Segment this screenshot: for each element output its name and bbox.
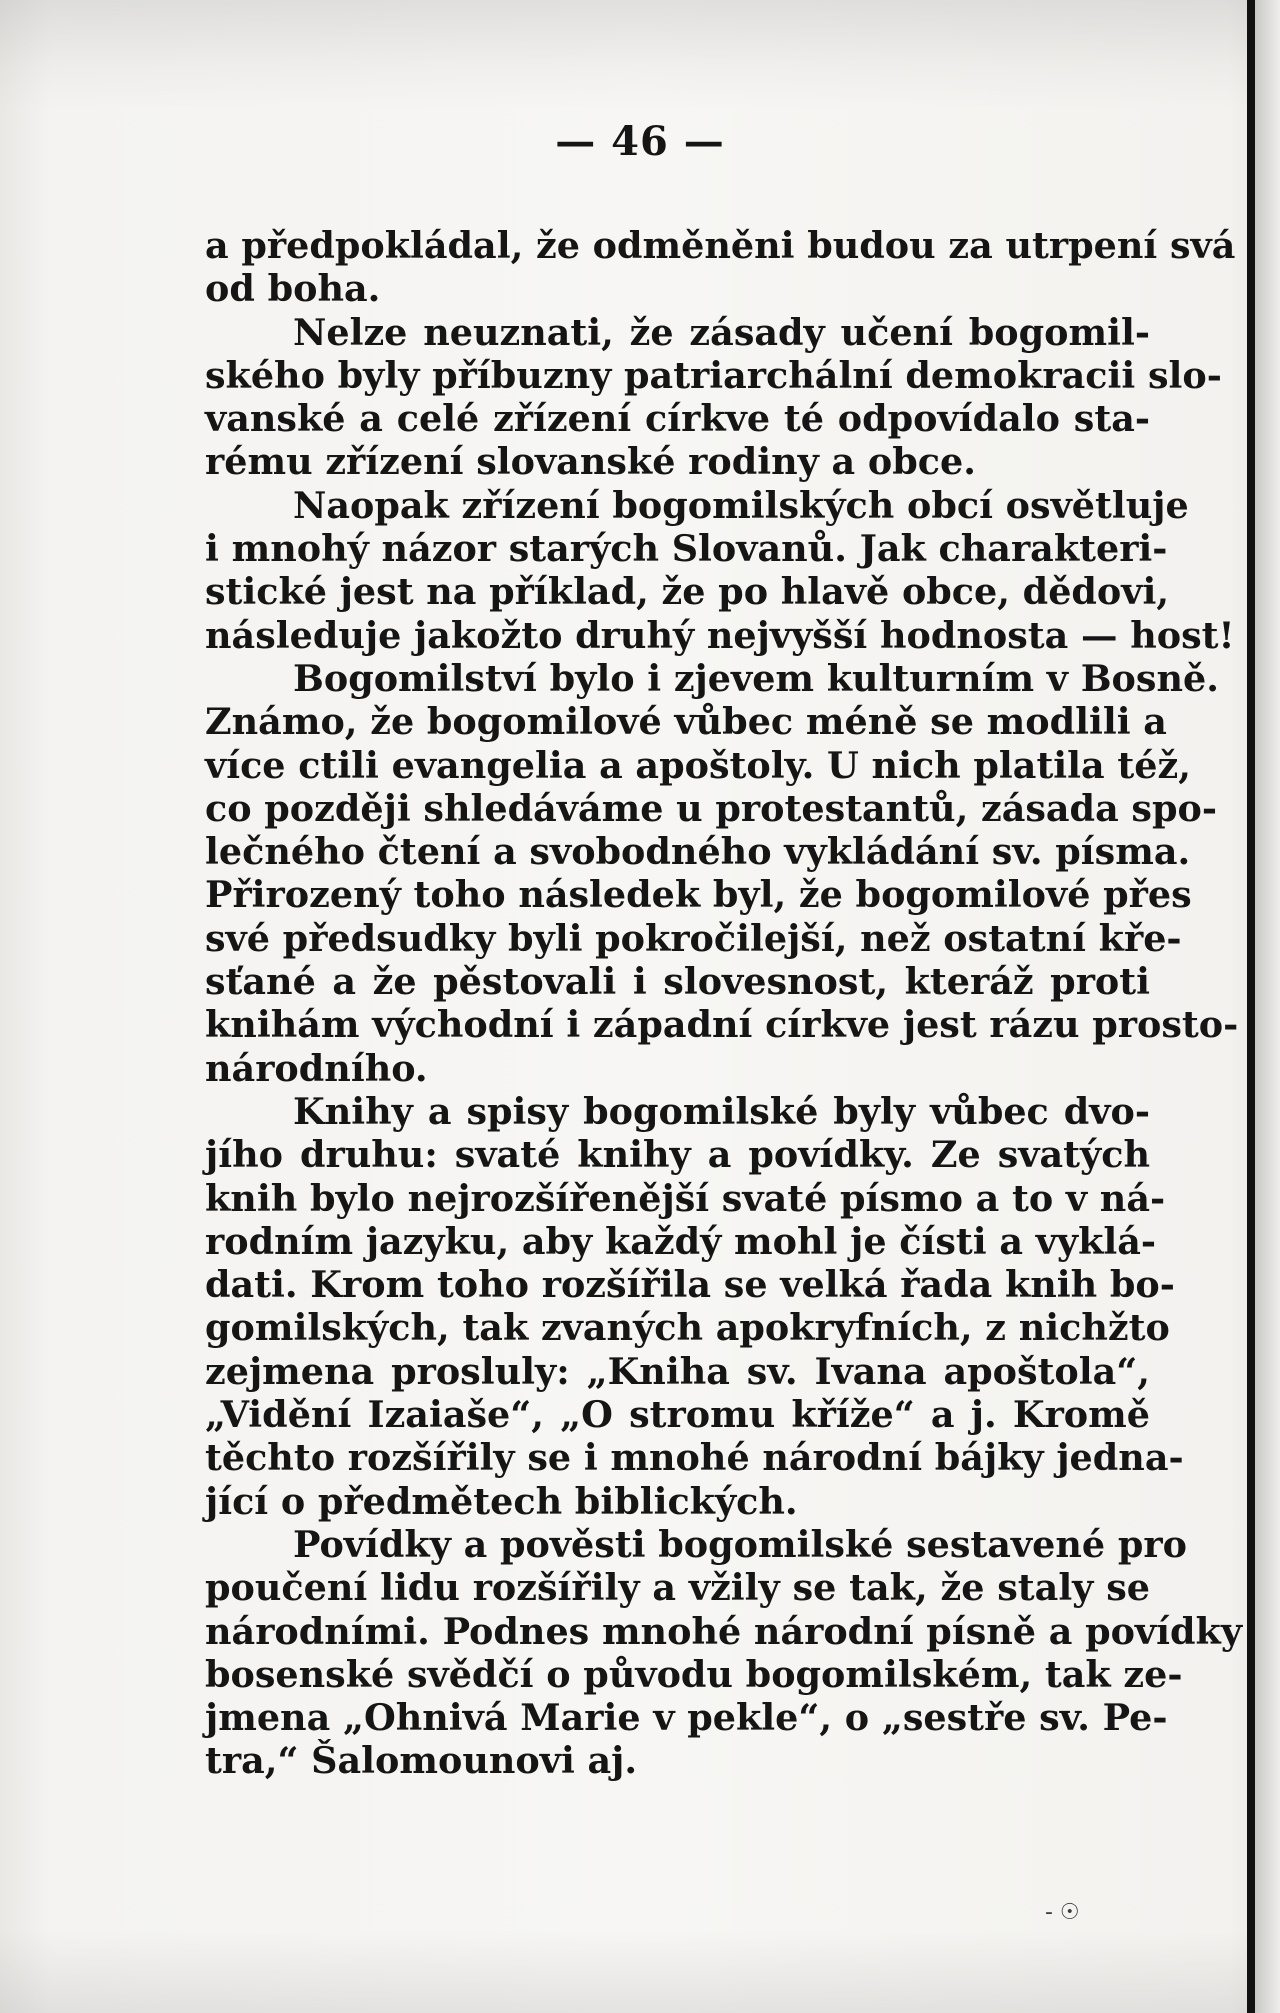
- page-right-edge: [1255, 0, 1280, 2013]
- page-bottom-shading: [0, 1930, 1280, 2013]
- text-line: a předpokládal, že odměněni budou za utrpení svá: [205, 224, 1236, 267]
- text-line: od boha.: [205, 267, 381, 311]
- text-line: více ctili evangelia a apoštoly. U nich platila též,: [205, 743, 1191, 787]
- text-line: vanské a celé zřízení církve té odpovídalo sta-: [205, 397, 1150, 441]
- text-line: gomilských, tak zvaných apokryfních, z nichžto: [205, 1306, 1170, 1350]
- text-line: ského byly příbuzny patriarchální demokracii slo-: [205, 353, 1222, 397]
- text-line: Naopak zřízení bogomilských obcí osvětluje: [293, 483, 1189, 527]
- text-line: Bogomilství bylo i zjevem kulturním v Bosně.: [293, 656, 1219, 700]
- text-line: tra,“ Šalomounovi aj.: [205, 1739, 638, 1783]
- page-number: — 46 —: [555, 118, 725, 165]
- text-line: národního.: [205, 1046, 428, 1090]
- text-line: rodním jazyku, aby každý mohl je čísti a vyklá-: [205, 1219, 1157, 1263]
- text-line: knihám východní i západní církve jest rázu prosto-: [205, 1003, 1239, 1047]
- text-line: knih bylo nejrozšířenější svaté písmo a to v ná-: [205, 1176, 1166, 1220]
- text-line: Povídky a pověsti bogomilské sestavené pro: [293, 1522, 1187, 1566]
- text-line: „Vidění Izaiaše“, „O stromu kříže“ a j. Kromě: [205, 1393, 1150, 1437]
- text-line: bosenské svědčí o původu bogomilském, tak ze-: [205, 1652, 1183, 1696]
- text-line: dati. Krom toho rozšířila se velká řada knih bo-: [205, 1263, 1175, 1307]
- text-line: zejmena prosluly: „Kniha sv. Ivana apoštola“,: [205, 1349, 1150, 1393]
- text-line: co později shledáváme u protestantů, zásada spo-: [205, 786, 1218, 830]
- text-line: jího druhu: svaté knihy a povídky. Ze svatých: [205, 1133, 1150, 1177]
- text-line: národními. Podnes mnohé národní písně a povídky: [205, 1609, 1243, 1653]
- text-line: Přirozený toho následek byl, že bogomilové přes: [205, 873, 1192, 917]
- text-line: lečného čtení a svobodného vykládání sv. písma.: [205, 830, 1191, 874]
- text-line: následuje jakožto druhý nejvyšší hodnosta — host!: [205, 613, 1235, 657]
- body-text: [205, 224, 1243, 1783]
- text-line: Knihy a spisy bogomilské byly vůbec dvo-: [293, 1089, 1150, 1133]
- text-line: poučení lidu rozšířily a vžily se tak, že staly se: [205, 1566, 1150, 1610]
- bottom-margin-mark: - ☉: [1045, 1900, 1080, 1925]
- text-line: i mnohý názor starých Slovanů. Jak charakteri-: [205, 527, 1168, 571]
- text-line: stické jest na příklad, že po hlavě obce, dědovi,: [205, 570, 1170, 614]
- text-line: své předsudky byli pokročilejší, než ostatní kře-: [205, 916, 1182, 960]
- text-line: Známo, že bogomilové vůbec méně se modlili a: [205, 700, 1167, 744]
- page-top-shading: [0, 0, 1280, 110]
- text-line: sťané a že pěstovali i slovesnost, kteráž proti: [205, 960, 1150, 1004]
- text-line: jmena „Ohnivá Marie v pekle“, o „sestře sv. Pe-: [205, 1696, 1168, 1740]
- text-line: těchto rozšířily se i mnohé národní bájky jedna-: [205, 1436, 1184, 1480]
- text-line: Nelze neuznati, že zásady učení bogomil-: [293, 310, 1150, 354]
- text-line: jící o předmětech biblických.: [205, 1479, 798, 1523]
- text-line: rému zřízení slovanské rodiny a obce.: [205, 440, 976, 484]
- page-right-border: [1247, 0, 1255, 2013]
